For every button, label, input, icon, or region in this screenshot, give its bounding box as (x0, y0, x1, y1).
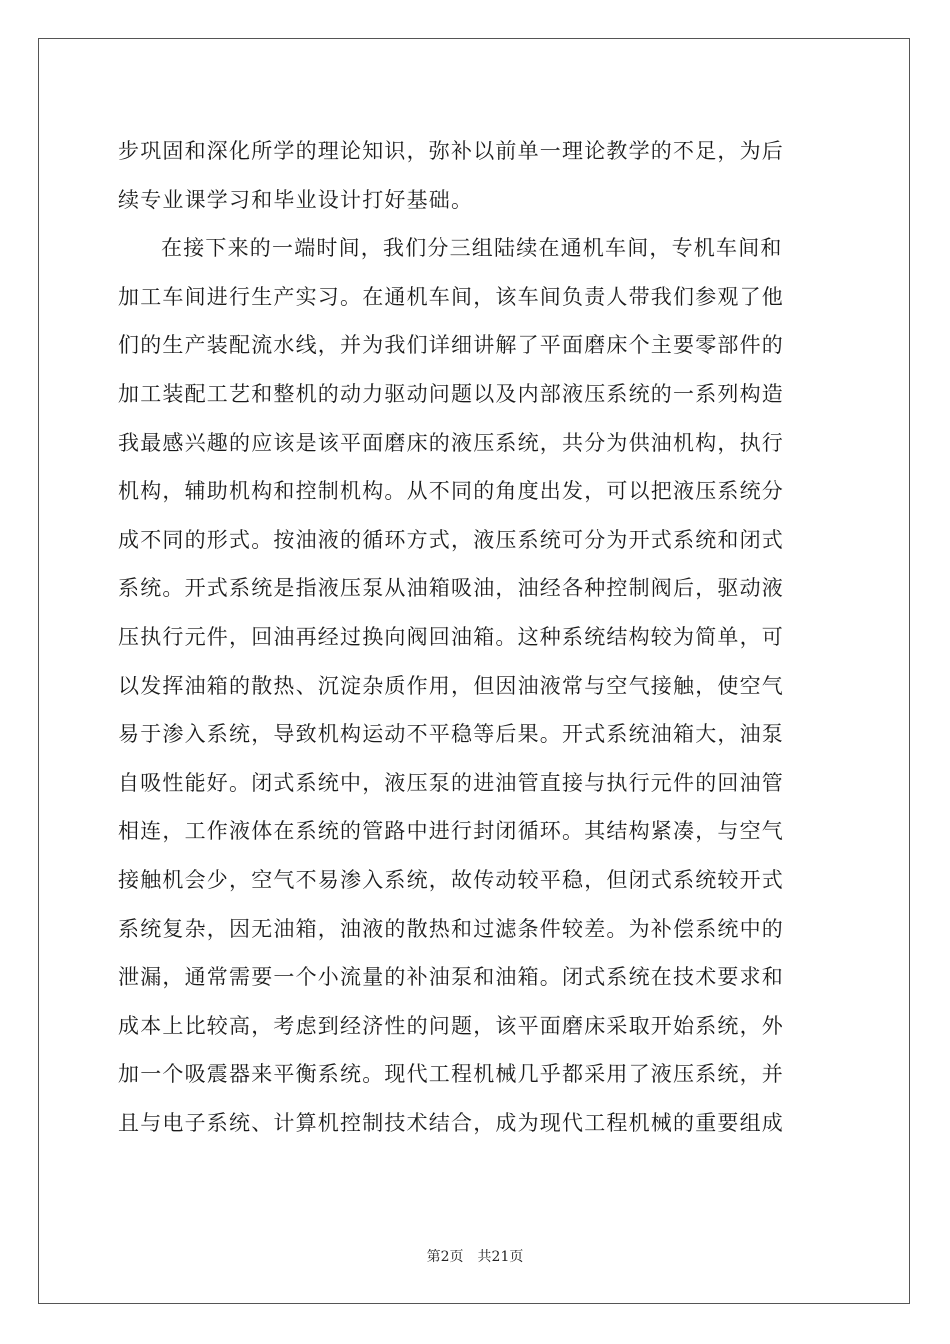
text-line: 泄漏，通常需要一个小流量的补油泵和油箱。闭式系统在技术要求和 (118, 965, 784, 990)
text-line: 加工车间进行生产实习。在通机车间，该车间负责人带我们参观了他 (118, 284, 784, 309)
text-line: 成不同的形式。按油液的循环方式，液压系统可分为开式系统和闭式 (118, 527, 784, 552)
paragraph-start-line: 在接下来的一端时间，我们分三组陆续在通机车间，专机车间和 (161, 236, 783, 261)
text-line: 压执行元件，回油再经过换向阀回油箱。这种系统结构较为简单，可 (118, 624, 784, 649)
text-line: 系统复杂，因无油箱，油液的散热和过滤条件较差。为补偿系统中的 (118, 916, 784, 941)
text-line: 加一个吸震器来平衡系统。现代工程机械几乎都采用了液压系统，并 (118, 1062, 784, 1087)
text-line: 加工装配工艺和整机的动力驱动问题以及内部液压系统的一系列构造 (118, 381, 784, 406)
text-line: 且与电子系统、计算机控制技术结合，成为现代工程机械的重要组成 (118, 1110, 784, 1135)
text-line: 系统。开式系统是指液压泵从油箱吸油，油经各种控制阀后，驱动液 (118, 576, 784, 601)
text-line: 易于渗入系统，导致机构运动不平稳等后果。开式系统油箱大，油泵 (118, 722, 784, 747)
text-line: 成本上比较高，考虑到经济性的问题，该平面磨床采取开始系统，外 (118, 1013, 784, 1038)
text-line: 们的生产装配流水线，并为我们详细讲解了平面磨床个主要零部件的 (118, 333, 784, 358)
text-line: 机构，辅助机构和控制机构。从不同的角度出发，可以把液压系统分 (118, 479, 784, 504)
body-text (118, 127, 830, 1147)
text-line: 相连，工作液体在系统的管路中进行封闭循环。其结构紧凑，与空气 (118, 819, 784, 844)
text-line: 我最感兴趣的应该是该平面磨床的液压系统，共分为供油机构，执行 (118, 430, 784, 455)
text-line: 自吸性能好。闭式系统中，液压泵的进油管直接与执行元件的回油管 (118, 770, 784, 795)
page-number: 第2页 (426, 1249, 464, 1265)
text-line: 以发挥油箱的散热、沉淀杂质作用，但因油液常与空气接触，使空气 (118, 673, 784, 698)
text-line: 接触机会少，空气不易渗入系统，故传动较平稳，但闭式系统较开式 (118, 867, 784, 892)
page-footer (0, 1246, 950, 1266)
text-line: 续专业课学习和毕业设计打好基础。 (118, 187, 474, 212)
text-line: 步巩固和深化所学的理论知识，弥补以前单一理论教学的不足，为后 (118, 139, 784, 163)
page-total: 共21页 (477, 1249, 524, 1265)
